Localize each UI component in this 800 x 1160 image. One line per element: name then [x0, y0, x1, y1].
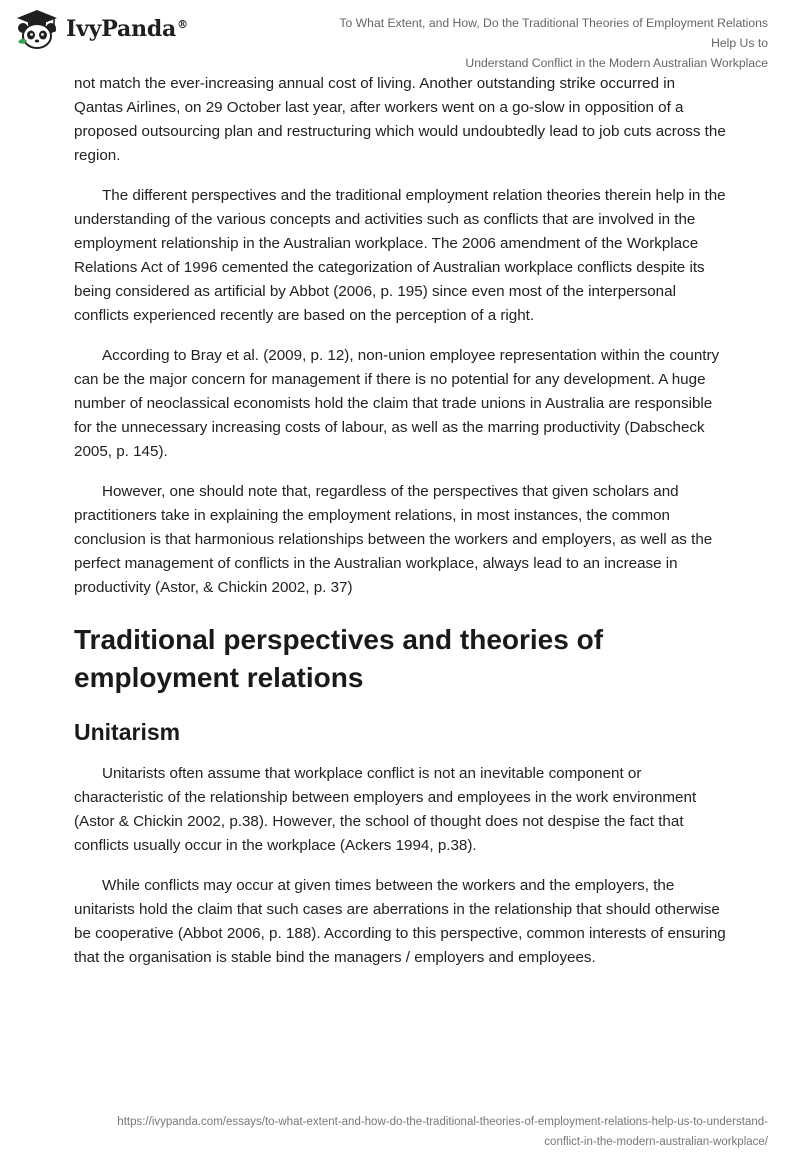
document-title: [328, 13, 768, 73]
paragraph: The different perspectives and the traditional employment relation theories therein help in the understanding of the various concepts and activities such as conflicts that are involved in the employment relationship in the Australian workplace. The 2006 amendment of the Workplace Relations Act of 1996 cemented the categorization of Australian workplace conflicts despite its being considered as artificial by Abbot (2006, p. 195) since even most of the interpersonal conflicts experienced recently are based on the perception of a right.: [74, 187, 726, 324]
essay-body: [74, 72, 726, 986]
panda-graduate-icon: [14, 8, 60, 50]
paragraph: However, one should note that, regardless of the perspectives that given scholars and practitioners take in explaining the employment relations, in most instances, the common conclusion is that harmonious relationships between the workers and employers, as well as the perfect management of conflicts in the Australian workplace, always lead to an increase in productivity (Astor, & Chickin 2002, p. 37): [74, 483, 713, 596]
paragraph: While conflicts may occur at given times between the workers and the employers, the unitarists hold the claim that such cases are aberrations in the relationship that should otherwise be cooperative (Abbot 2006, p. 188). According to this perspective, common interests of ensuring that the organisation is stable bind the managers / employers and employees.: [74, 877, 726, 966]
brand-name: IvyPanda®: [66, 16, 188, 42]
section-heading: Traditional perspectives and theories of employment relations: [74, 624, 604, 693]
page-footer-url[interactable]: [28, 1112, 768, 1152]
paragraph: Unitarists often assume that workplace conflict is not an inevitable component or characteristic of the relationship between employers and employees in the work environment (Astor & Chickin 2002, p.38). However, the school of thought does not despise the fact that conflicts usually occur in the workplace (Ackers 1994, p.38).: [74, 765, 697, 854]
document-title-line: Understand Conflict in the Modern Australian Workplace: [465, 56, 768, 70]
footer-url-line: conflict-in-the-modern-australian-workplace/: [544, 1136, 768, 1148]
paragraph: According to Bray et al. (2009, p. 12), non-union employee representation within the country can be the major concern for management if there is no potential for any development. A huge number of neoclassical economists hold the claim that trade unions in Australia are responsible for the unnecessary increasing costs of labour, as well as the marring productivity (Dabscheck 2005, p. 145).: [74, 347, 720, 460]
subsection-heading: Unitarism: [74, 719, 181, 745]
footer-url-line: https://ivypanda.com/essays/to-what-extent-and-how-do-the-traditional-theories-of-employment-relations-help-us-to-understand-: [117, 1116, 768, 1128]
document-title-line: To What Extent, and How, Do the Traditional Theories of Employment Relations Help Us to: [339, 16, 768, 50]
paragraph: not match the ever-increasing annual cost of living. Another outstanding strike occurred in Qantas Airlines, on 29 October last year, after workers went on a go-slow in opposition of a proposed outsourcing plan and restructuring which would undoubtedly lead to job cuts across the region.: [74, 75, 726, 164]
page-header: [0, 0, 800, 70]
ivypanda-logo[interactable]: [14, 8, 188, 50]
